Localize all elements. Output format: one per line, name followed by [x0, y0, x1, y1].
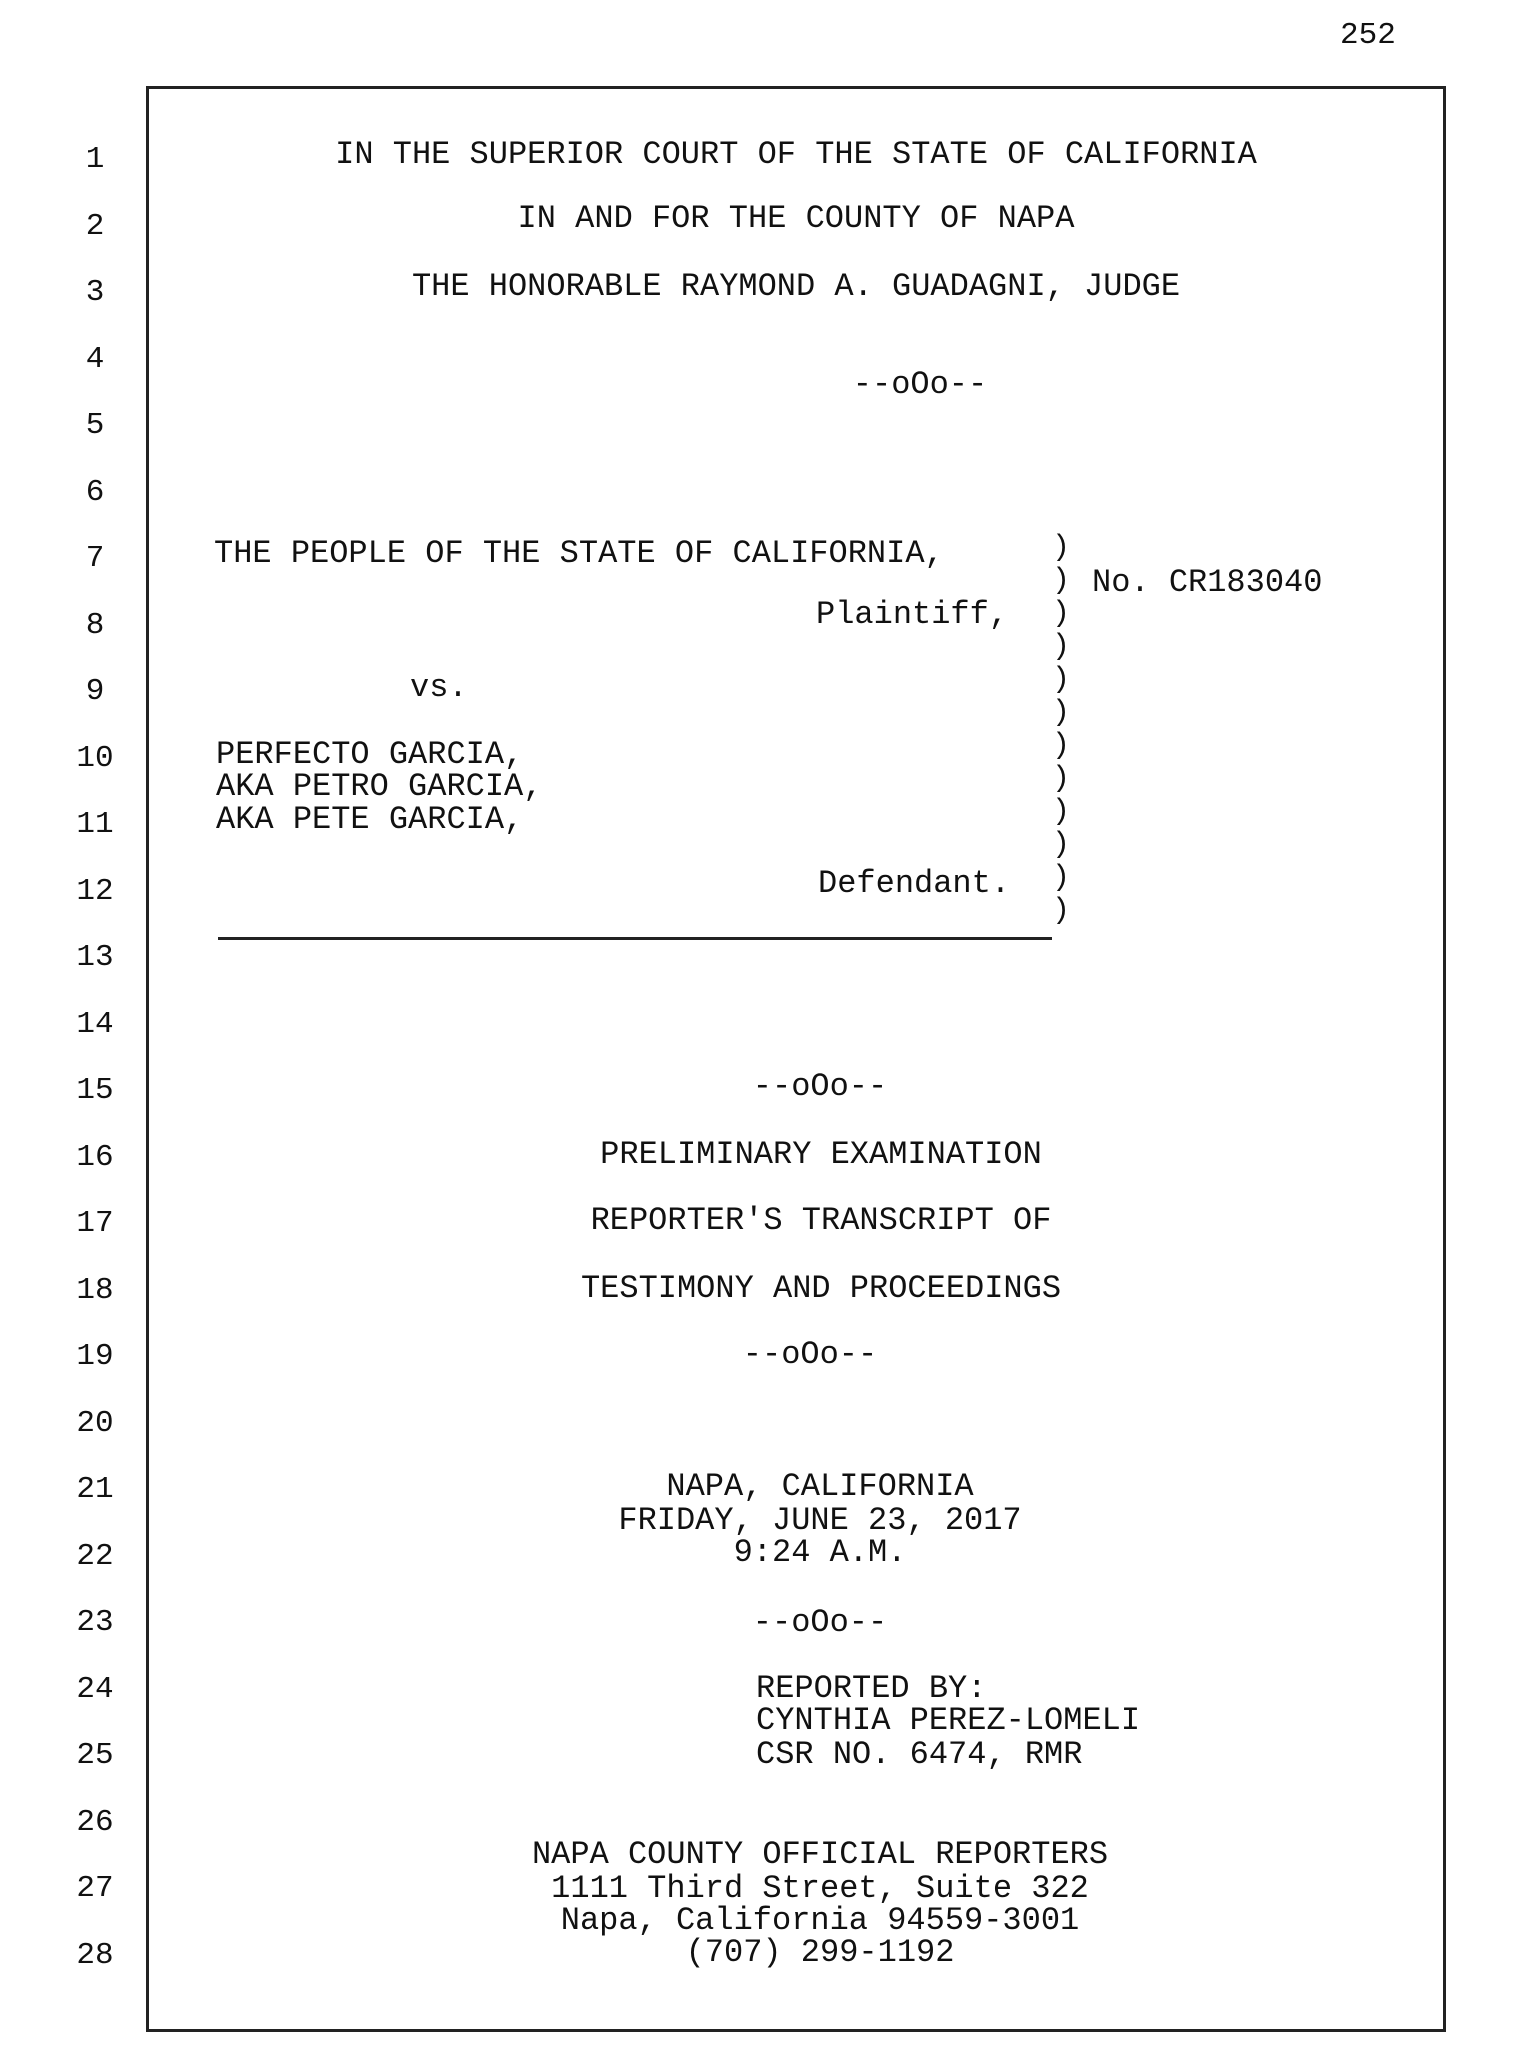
line-number: 3	[85, 275, 105, 310]
defendant-label: Defendant.	[818, 865, 1011, 902]
separator-top: --oOo--	[852, 366, 988, 403]
line-number: 13	[76, 940, 114, 975]
line-number: 21	[76, 1472, 114, 1507]
title-line-2: REPORTER'S TRANSCRIPT OF	[590, 1202, 1052, 1239]
office-name: NAPA COUNTY OFFICIAL REPORTERS	[531, 1836, 1109, 1873]
caption-rule	[218, 937, 1052, 940]
defendant-name-1: PERFECTO GARCIA,	[216, 736, 524, 773]
line-number: 25	[76, 1738, 114, 1773]
session-time: 9:24 A.M.	[733, 1534, 907, 1571]
title-line-3: TESTIMONY AND PROCEEDINGS	[580, 1270, 1062, 1307]
line-number: 26	[76, 1805, 114, 1840]
line-number: 1	[85, 142, 105, 177]
office-street: 1111 Third Street, Suite 322	[551, 1870, 1089, 1907]
separator-session: --oOo--	[752, 1604, 888, 1641]
case-number: No. CR183040	[1092, 564, 1323, 601]
line-number: 15	[76, 1073, 114, 1108]
defendant-name-2: AKA PETRO GARCIA,	[216, 768, 543, 805]
office-phone: (707) 299-1192	[685, 1934, 955, 1971]
line-number: 10	[76, 741, 114, 776]
line-number: 8	[85, 608, 105, 643]
page-number: 252	[1340, 18, 1396, 53]
reporter-credentials: CSR NO. 6474, RMR	[756, 1736, 1083, 1773]
line-number: 19	[76, 1339, 114, 1374]
line-number: 9	[85, 674, 105, 709]
session-location: NAPA, CALIFORNIA	[666, 1468, 974, 1505]
defendant-name-3: AKA PETE GARCIA,	[216, 801, 524, 838]
reporter-label: REPORTED BY:	[756, 1670, 987, 1707]
reporter-name: CYNTHIA PEREZ-LOMELI	[756, 1702, 1141, 1739]
line-number: 5	[85, 408, 105, 443]
judge-line: THE HONORABLE RAYMOND A. GUADAGNI, JUDGE	[411, 268, 1181, 305]
session-date: FRIDAY, JUNE 23, 2017	[618, 1502, 1022, 1539]
line-number: 16	[76, 1140, 114, 1175]
line-number: 18	[76, 1273, 114, 1308]
line-number: 27	[76, 1871, 114, 1906]
line-number: 7	[85, 541, 105, 576]
plaintiff-label: Plaintiff,	[816, 596, 1009, 633]
line-number: 12	[76, 874, 114, 909]
plaintiff-name: THE PEOPLE OF THE STATE OF CALIFORNIA,	[214, 535, 944, 572]
line-number: 28	[76, 1938, 114, 1973]
line-number: 11	[76, 807, 114, 842]
line-number: 2	[85, 209, 105, 244]
line-number: 22	[76, 1539, 114, 1574]
court-heading-line-1: IN THE SUPERIOR COURT OF THE STATE OF CALIFORNIA	[335, 136, 1257, 173]
versus: vs.	[410, 669, 468, 706]
court-heading-line-2: IN AND FOR THE COUNTY OF NAPA	[517, 200, 1075, 237]
line-number: 20	[76, 1406, 114, 1441]
line-number: 24	[76, 1672, 114, 1707]
line-number: 17	[76, 1206, 114, 1241]
line-number: 14	[76, 1007, 114, 1042]
line-number: 4	[85, 342, 105, 377]
title-line-1: PRELIMINARY EXAMINATION	[600, 1136, 1042, 1173]
separator-title-top: --oOo--	[752, 1068, 888, 1105]
separator-title-bottom: --oOo--	[742, 1336, 878, 1373]
line-number: 23	[76, 1605, 114, 1640]
caption-paren-column: ) ) ) ) ) ) ) ) ) ) ) )	[1052, 531, 1071, 928]
line-number: 6	[85, 475, 105, 510]
office-city: Napa, California 94559-3001	[560, 1902, 1080, 1939]
